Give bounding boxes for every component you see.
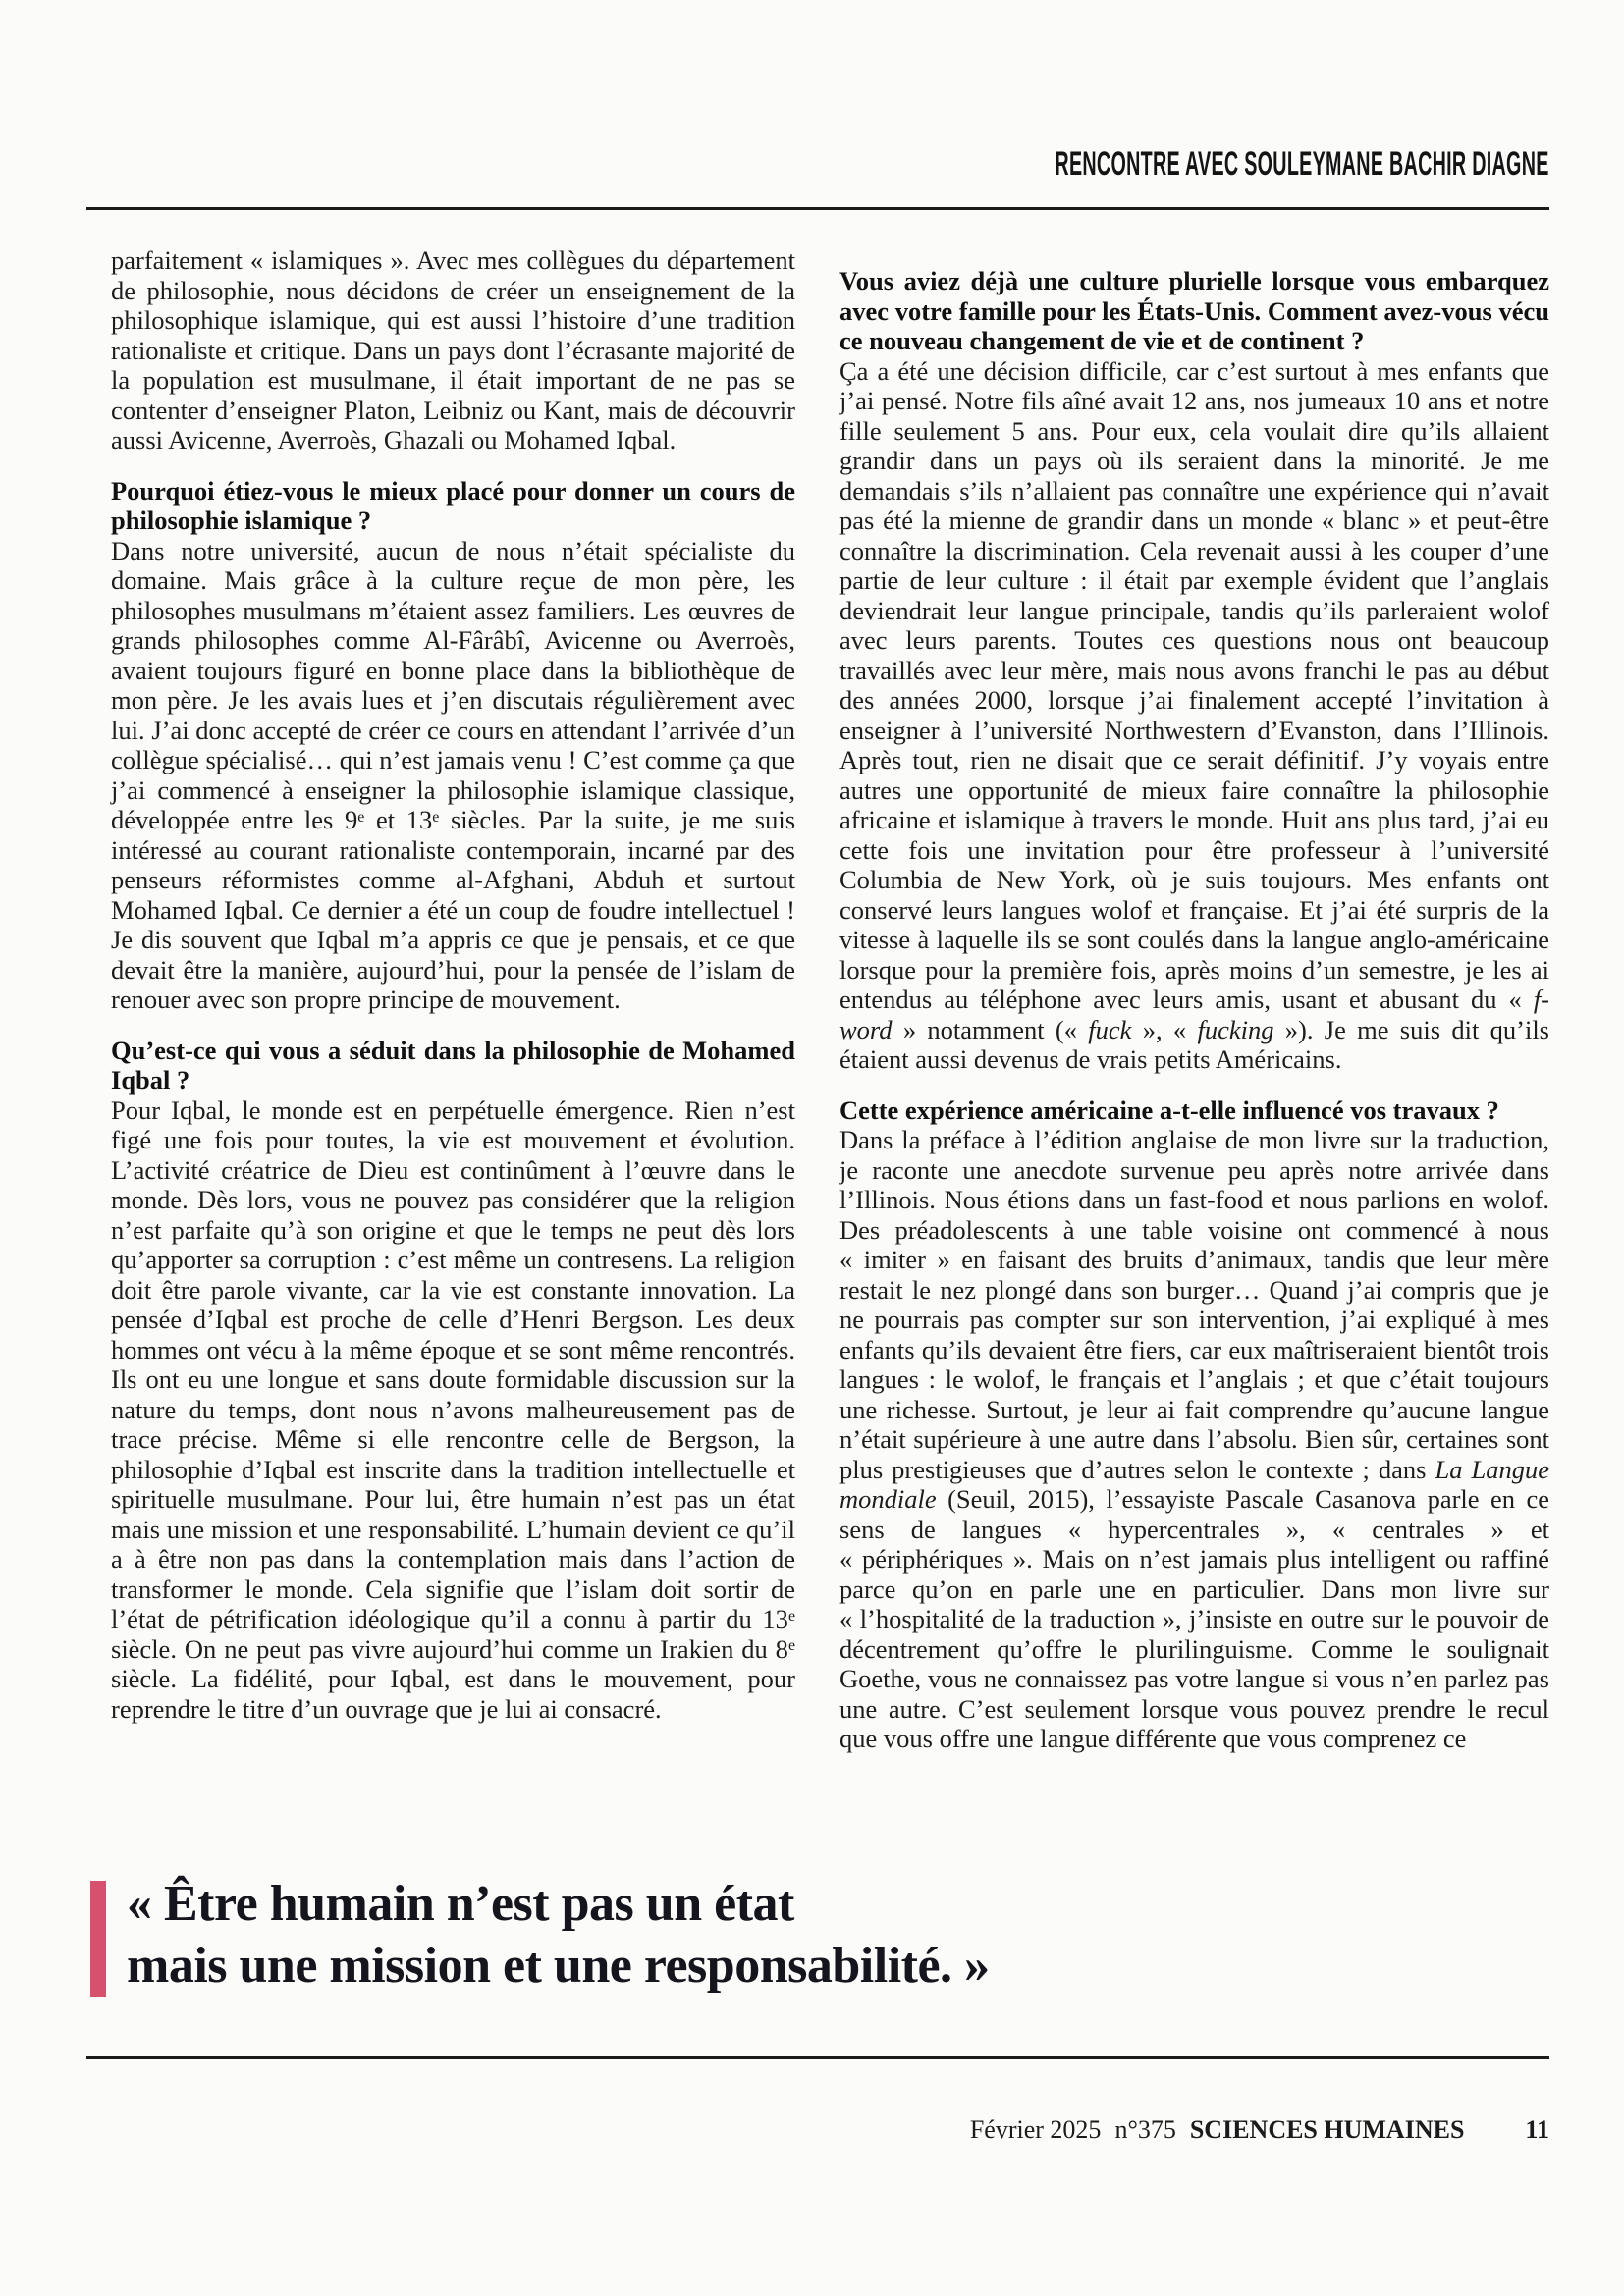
pull-quote-accent-bar [90,1881,106,1997]
footer-magazine-name: SCIENCES HUMAINES [1189,2115,1465,2144]
header-divider-rule [86,207,1549,210]
interview-question: Qu’est-ce qui vous a séduit dans la philosophie de Mohamed Iqbal ? [111,1035,795,1095]
page-footer [970,2115,1549,2145]
pull-quote-line: « Être humain n’est pas un état [127,1876,794,1932]
page-header-title: RENCONTRE AVEC SOULEYMANE BACHIR DIAGNE [1055,145,1549,183]
interview-question: Pourquoi étiez-vous le mieux placé pour donner un cours de philosophie islamique ? [111,475,795,535]
footer-page-number: 11 [1525,2115,1549,2144]
pull-quote-text [127,1873,990,1997]
interview-answer: Pour Iqbal, le monde est en perpétuelle émergence. Rien n’est figé une fois pour toutes, la vie est mouvement et évolution. L’activité créatrice de Dieu est continûment à l’œuvre dans le monde. Dès lors, vous ne pouvez pas considérer que la religion n’est parfaite qu’à son origine et que le temps ne peut dès lors qu’apporter sa corruption : c’est même un contresens. La religion doit être parole vivante, car la vie est constante innovation. La pensée d’Iqbal est proche de celle d’Henri Bergson. Les deux hommes ont vécu à la même époque et se sont même rencontrés. Ils ont eu une longue et sans doute formidable discussion sur la nature du temps, dont nous n’avons malheureusement pas de trace précise. Même si elle rencontre celle de Bergson, la philosophie d’Iqbal est inscrite dans la tradition intellectuelle et spirituelle musulmane. Pour lui, être humain n’est pas un état mais une mission et une responsabilité. L’humain devient ce qu’il a à être non pas dans la contemplation mais dans l’action de transformer le monde. Cela signifie que l’islam doit sortir de l’état de pétrification idéologique qu’il a connu à partir du 13e siècle. On ne peut pas vivre aujourd’hui comme un Irakien du 8e siècle. La fidélité, pour Iqbal, est dans le mouvement, pour reprendre le titre d’un ouvrage que je lui ai consacré. [111,1095,795,1724]
interview-answer: Dans la préface à l’édition anglaise de mon livre sur la traduction, je raconte une anecdote survenue peu après notre arrivée dans l’Illinois. Nous étions dans un fast-food et nous parlions en wolof. Des préadolescents à une table voisine ont commencé à nous « imiter » en faisant des bruits d’animaux, tandis que leur mère restait le nez plongé dans son burger… Quand j’ai compris que je ne pourrais pas compter sur son intervention, j’ai expliqué à mes enfants qu’ils devaient être fiers, car eux maîtriseraient bientôt trois langues : le wolof, le français et l’anglais ; et que c’était toujours une richesse. Surtout, je leur ai fait comprendre qu’aucune langue n’était supérieure à une autre dans l’absolu. Bien sûr, certaines sont plus prestigieuses que d’autres selon le contexte ; dans La Langue mondiale (Seuil, 2015), l’essayiste Pascale Casanova parle en ce sens de langues « hypercentrales », « centrales » et « périphériques ». Mais on n’est jamais plus intelligent ou raffiné parce qu’on en parle une en particulier. Dans mon livre sur « l’hospitalité de la traduction », j’insiste en outre sur le pouvoir de décentrement qu’offre le plurilinguisme. Comme le soulignait Goethe, vous ne connaissez pas votre langue si vous n’en parlez pas une autre. C’est seulement lorsque vous pouvez prendre le recul que vous offre une langue différente que vous comprenez ce [839,1125,1549,1753]
article-column-left [111,245,795,1724]
pull-quote [90,1873,990,1997]
interview-answer: Ça a été une décision difficile, car c’est surtout à mes enfants que j’ai pensé. Notre fils aîné avait 12 ans, nos jumeaux 10 ans et notre fille seulement 5 ans. Pour eux, cela voulait dire qu’ils allaient grandir dans un pays où ils seraient dans la minorité. Je me demandais s’ils n’allaient pas connaître une expérience qui n’avait pas été la mienne de grandir dans un monde « blanc » et peut-être connaître la discrimination. Cela revenait aussi à les couper d’une partie de leur culture : il était par exemple évident que l’anglais deviendrait leur langue principale, tandis qu’ils parleraient wolof avec leurs parents. Toutes ces questions nous ont beaucoup travaillés avec leur mère, mais nous avons franchi le pas au début des années 2000, lorsque j’ai finalement accepté l’invitation à enseigner à l’université Northwestern d’Evanston, dans l’Illinois. Après tout, rien ne disait que ce serait définitif. J’y voyais entre autres une opportunité de mieux faire connaître la philosophie africaine et islamique à travers le monde. Huit ans plus tard, j’ai eu cette fois une invitation pour être professeur à l’université Columbia de New York, où je suis toujours. Mes enfants ont conservé leurs langues wolof et française. Et j’ai été surpris de la vitesse à laquelle ils se sont coulés dans la langue anglo-américaine lorsque pour la première fois, après moins d’un semestre, je les ai entendus au téléphone avec leurs amis, usant et abusant du « f-word » notamment (« fuck », « fucking »). Je me suis dit qu’ils étaient aussi devenus de vrais petits Américains. [839,355,1549,1074]
interview-question: Vous aviez déjà une culture plurielle lorsque vous embarquez avec votre famille pour les États-Unis. Comment avez-vous vécu ce nouveau changement de vie et de continent ? [839,266,1549,355]
pull-quote-line: mais une mission et une responsabilité. » [127,1938,990,1994]
interview-question: Cette expérience américaine a-t-elle influencé vos travaux ? [839,1095,1499,1125]
footer-divider-rule [86,2056,1549,2059]
footer-issue-number: n°375 [1114,2115,1176,2144]
interview-answer: Dans notre université, aucun de nous n’était spécialiste du domaine. Mais grâce à la culture reçue de mon père, les philosophes musulmans m’étaient assez familiers. Les œuvres de grands philosophes comme Al-Fârâbî, Avicenne ou Averroès, avaient toujours figuré en bonne place dans la bibliothèque de mon père. Je les avais lues et j’en discutais régulièrement avec lui. J’ai donc accepté de créer ce cours en attendant l’arrivée d’un collègue spécialisé… qui n’est jamais venu ! C’est comme ça que j’ai commencé à enseigner la philosophie islamique classique, développée entre les 9e et 13e siècles. Par la suite, je me suis intéressé au courant rationaliste contemporain, incarné par des penseurs réformistes comme al-Afghani, Abduh et surtout Mohamed Iqbal. Ce dernier a été un coup de foudre intellectuel ! Je dis souvent que Iqbal m’a appris ce que je pensais, et ce que devait être la manière, aujourd’hui, pour la pensée de l’islam de renouer avec son propre principe de mouvement. [111,535,796,1014]
article-column-right [839,245,1549,1754]
interview-answer: parfaitement « islamiques ». Avec mes collègues du département de philosophie, nous décidons de créer un enseignement de la philosophique islamique, qui est aussi l’histoire d’une tradition rationaliste et critique. Dans un pays dont l’écrasante majorité de la population est musulmane, il était important de ne pas se contenter d’enseigner Platon, Leibniz ou Kant, mais de découvrir aussi Avicenne, Averroès, Ghazali ou Mohamed Iqbal. [111,245,795,454]
footer-date: Février 2025 [969,2115,1102,2144]
